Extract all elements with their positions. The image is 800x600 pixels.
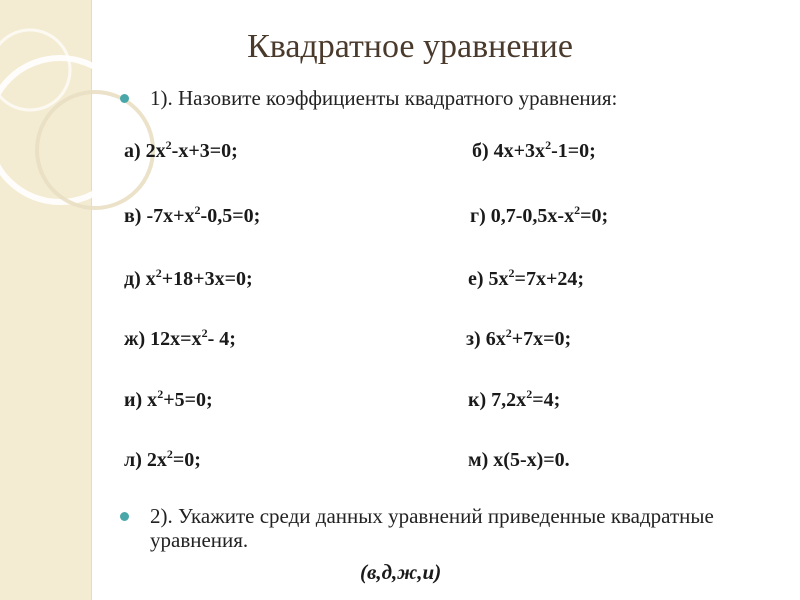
equation-item (124, 449, 201, 472)
exponent: 2 (157, 387, 164, 401)
equation-text: и) х (124, 389, 158, 411)
equation-text: =7х+24; (514, 268, 584, 290)
task-1-text: 1). Назовите коэффициенты квадратного уравнения: (150, 86, 618, 110)
exponent: 2 (165, 138, 172, 152)
equation-item (124, 328, 236, 351)
answer-text: (в,д,ж,и) (360, 560, 442, 584)
equation-text: +7х=0; (511, 328, 572, 350)
equation-text: к) 7,2х (468, 389, 527, 411)
equation-text: =4; (532, 389, 561, 411)
equation-text: +5=0; (163, 389, 213, 411)
bullet-dot-icon (120, 512, 129, 521)
exponent: 2 (574, 203, 581, 217)
equation-text: =0; (580, 205, 609, 227)
equation-text: -х+3=0; (171, 140, 238, 162)
equation-item (468, 449, 570, 472)
equation-text: -0,5=0; (200, 205, 261, 227)
equation-text: л) 2х (124, 449, 167, 471)
slide-title: Квадратное уравнение (247, 28, 573, 65)
equation-item (470, 205, 608, 228)
exponent: 2 (201, 326, 208, 340)
equation-text: +18+3х=0; (161, 268, 253, 290)
equation-text: б) 4х+3х (472, 140, 546, 162)
exponent: 2 (508, 266, 515, 280)
equation-text: г) 0,7-0,5х-х (470, 205, 575, 227)
equation-item (468, 389, 560, 412)
equation-text: м) х(5-х)=0. (468, 449, 570, 471)
exponent: 2 (505, 326, 512, 340)
equation-item (468, 268, 584, 291)
exponent: 2 (545, 138, 552, 152)
equation-item (124, 205, 260, 228)
exponent: 2 (526, 387, 533, 401)
equation-item (124, 389, 213, 412)
equation-item (124, 268, 253, 291)
task-1 (120, 86, 740, 110)
equation-item (466, 328, 571, 351)
equation-text: -1=0; (551, 140, 596, 162)
task-2-text: 2). Укажите среди данных уравнений приведенные квадратные уравнения. (150, 504, 714, 552)
exponent: 2 (166, 447, 173, 461)
equation-text: в) -7х+х (124, 205, 195, 227)
equation-item (472, 140, 596, 163)
equation-text: д) х (124, 268, 156, 290)
exponent: 2 (155, 266, 162, 280)
equation-text: з) 6х (466, 328, 506, 350)
bullet-dot-icon (120, 94, 129, 103)
equation-text: ж) 12х=х (124, 328, 202, 350)
equation-text: - 4; (207, 328, 236, 350)
equation-text: е) 5х (468, 268, 509, 290)
equation-text: а) 2х (124, 140, 166, 162)
task-2 (120, 504, 740, 552)
exponent: 2 (194, 203, 201, 217)
equation-item (124, 140, 238, 163)
equation-text: =0; (172, 449, 201, 471)
